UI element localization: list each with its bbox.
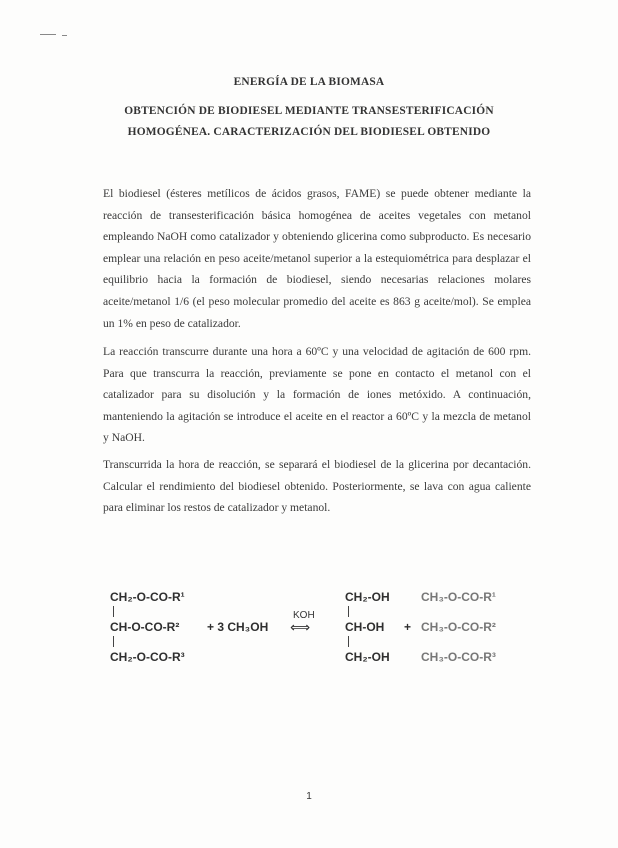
paragraph-2: La reacción transcurre durante una hora a 60ºC y una velocidad de agitación de 600 rpm. Para que transcurra la reacción, previamente se pone en contacto el metanol con el catalizador para su disolución y la formación de iones metóxido. A continuación, manteniendo la agitación se introduce el aceite en el reactor a 60ºC y la mezcla de metanol y NaOH. bbox=[103, 345, 531, 445]
bond-line bbox=[348, 636, 349, 647]
scan-mark bbox=[40, 34, 56, 35]
bond-line bbox=[113, 606, 114, 617]
glycerol-line-3: CH₂-OH bbox=[345, 650, 390, 664]
methanol-reactant: + 3 CH₃OH bbox=[207, 620, 269, 634]
methyl-ester-line-2: CH₃-O-CO-R² bbox=[421, 620, 496, 634]
triglyceride-line-1: CH₂-O-CO-R¹ bbox=[110, 590, 185, 604]
methyl-ester-line-1: CH₃-O-CO-R¹ bbox=[421, 590, 496, 604]
plus-sign: + bbox=[404, 620, 412, 634]
document-title: ENERGÍA DE LA BIOMASA bbox=[233, 76, 385, 88]
bond-line bbox=[348, 606, 349, 617]
bond-line bbox=[113, 636, 114, 647]
methyl-ester-line-3: CH₃-O-CO-R³ bbox=[421, 650, 496, 664]
paragraph-1: El biodiesel (ésteres metílicos de ácidos grasos, FAME) se puede obtener mediante la reacción de transesterificación básica homogénea de aceites vegetales con metanol empleando NaOH como catalizador y obteniendo glicerina como subproducto. Es necesario emplear una relación en peso aceite/metanol superior a la estequiométrica para desplazar el equilibrio hacia la formación de biodiesel, siendo necesarias relaciones molares aceite/metanol 1/6 (el peso molecular promedio del aceite es 863 g aceite/mol). Se emplea un 1% en peso de catalizador. bbox=[103, 187, 531, 330]
scan-mark bbox=[62, 35, 67, 36]
glycerol-line-2: CH-OH bbox=[345, 620, 385, 634]
glycerol-line-1: CH₂-OH bbox=[345, 590, 390, 604]
catalyst-label: KOH bbox=[293, 610, 315, 621]
triglyceride-line-3: CH₂-O-CO-R³ bbox=[110, 650, 185, 664]
paragraph-3: Transcurrida la hora de reacción, se separará el biodiesel de la glicerina por decantación. Calcular el rendimiento del biodiesel obtenido. Posteriormente, se lava con agua caliente para eliminar los restos de catalizador y metanol. bbox=[103, 458, 531, 515]
page-number: 1 bbox=[306, 791, 312, 802]
document-subtitle-line-1: OBTENCIÓN DE BIODIESEL MEDIANTE TRANSESTERIFICACIÓN bbox=[124, 105, 494, 117]
equilibrium-arrow-icon: ⟺ bbox=[290, 619, 311, 635]
document-subtitle-line-2: HOMOGÉNEA. CARACTERIZACIÓN DEL BIODIESEL OBTENIDO bbox=[127, 126, 491, 138]
triglyceride-line-2: CH-O-CO-R² bbox=[110, 620, 180, 634]
